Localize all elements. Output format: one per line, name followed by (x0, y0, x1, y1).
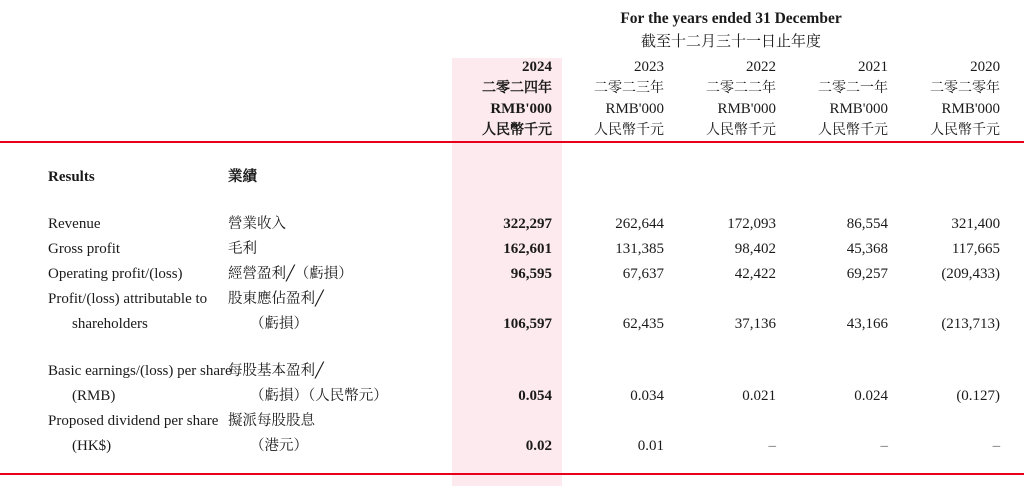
row-value-2020: (0.127) (956, 388, 1001, 404)
row-label-cn: 擬派每股股息 (228, 413, 315, 429)
row-value-2024: 322,297 (503, 216, 552, 232)
row-value-2021: 43,166 (846, 316, 888, 332)
column-header-2021-currency: RMB'000 (829, 101, 888, 117)
column-header-2021 (786, 57, 898, 141)
table-row (0, 262, 1024, 287)
section-header-row (0, 165, 1024, 190)
row-value-2020: – (992, 438, 1001, 454)
row-value-2023: 262,644 (615, 216, 664, 232)
row-value-2021: 86,554 (846, 216, 888, 232)
row-value-2021: 45,368 (846, 241, 888, 257)
row-label-cn: 每股基本盈利╱ (228, 363, 324, 379)
column-header-2024-year-cn: 二零二四年 (482, 80, 552, 96)
table-row (0, 287, 1024, 312)
table-row-continuation (0, 312, 1024, 337)
footer-rule-row (0, 473, 1024, 475)
row-label-en: Revenue (48, 216, 101, 232)
column-header-2023-currency-cn: 人民幣千元 (594, 122, 664, 138)
row-label-cn-line2: （港元） (250, 438, 308, 454)
row-label-en: Profit/(loss) attributable to (48, 291, 208, 307)
row-value-2021: 0.024 (854, 388, 888, 404)
row-label-en: Basic earnings/(loss) per share (48, 363, 232, 379)
row-value-2023: 67,637 (622, 266, 664, 282)
row-label-cn: 營業收入 (228, 216, 286, 232)
row-value-2022: 37,136 (734, 316, 776, 332)
row-label-cn: 股東應佔盈利╱ (228, 291, 324, 307)
row-value-2024: 0.054 (518, 388, 552, 404)
column-header-2021-year-cn: 二零二一年 (818, 80, 888, 96)
row-value-2020: 117,665 (951, 241, 1001, 257)
section-label-en: Results (48, 169, 95, 185)
column-header-2024 (452, 57, 562, 141)
column-header-2020-year-cn: 二零二零年 (930, 80, 1001, 96)
row-value-2022: 98,402 (734, 241, 776, 257)
row-label-en-line2: shareholders (72, 316, 148, 332)
spacer (0, 190, 1024, 212)
row-value-2024: 96,595 (510, 266, 552, 282)
column-header-2020-year: 2020 (970, 59, 1001, 75)
period-heading-cn: 截至十二月三十一日止年度 (641, 32, 822, 50)
row-label-cn: 毛利 (228, 241, 257, 257)
row-label-en: Gross profit (48, 241, 121, 257)
row-value-2021: 69,257 (846, 266, 888, 282)
spacer (0, 337, 1024, 359)
row-value-2022: 42,422 (734, 266, 776, 282)
column-header-2020 (898, 57, 1010, 141)
column-header-2020-currency: RMB'000 (941, 101, 1001, 117)
footer-rule (0, 473, 1024, 475)
row-value-2023: 62,435 (622, 316, 664, 332)
column-header-2022 (674, 57, 786, 141)
column-header-2023-currency: RMB'000 (605, 101, 664, 117)
row-label-en-line2: (RMB) (72, 388, 116, 404)
table-row-continuation (0, 384, 1024, 409)
row-label-en: Proposed dividend per share (48, 413, 219, 429)
column-header-2023-year-cn: 二零二三年 (594, 80, 664, 96)
row-value-2024: 162,601 (503, 241, 552, 257)
period-heading-row (0, 0, 1024, 30)
table-row-continuation (0, 434, 1024, 459)
column-header-2020-currency-cn: 人民幣千元 (930, 122, 1001, 138)
column-header-2024-year: 2024 (522, 59, 552, 75)
row-value-2023: 0.01 (637, 438, 664, 454)
row-value-2024: 106,597 (503, 316, 552, 332)
column-header-2022-year: 2022 (746, 59, 776, 75)
column-header-2022-currency-cn: 人民幣千元 (706, 122, 776, 138)
row-value-2024: 0.02 (525, 438, 552, 454)
row-value-2020: 321,400 (951, 216, 1001, 232)
spacer (0, 459, 1024, 473)
column-header-2022-year-cn: 二零二二年 (706, 80, 776, 96)
row-label-en-line2: (HK$) (72, 438, 112, 454)
row-value-2023: 0.034 (630, 388, 664, 404)
row-value-2021: – (880, 438, 888, 454)
table-row (0, 212, 1024, 237)
table-row (0, 237, 1024, 262)
column-header-2021-year: 2021 (858, 59, 888, 75)
row-label-cn: 經營盈利╱（虧損） (228, 266, 353, 282)
row-value-2022: 172,093 (727, 216, 776, 232)
column-header-2022-currency: RMB'000 (717, 101, 776, 117)
column-header-2024-currency-cn: 人民幣千元 (482, 122, 552, 138)
row-label-cn-line2: （虧損） (250, 316, 308, 332)
section-label-cn: 業績 (228, 169, 257, 185)
row-value-2020: (213,713) (941, 316, 1001, 332)
row-label-en: Operating profit/(loss) (48, 266, 183, 282)
column-header-2024-currency: RMB'000 (490, 101, 552, 117)
table-row (0, 359, 1024, 384)
column-header-row (0, 57, 1024, 141)
row-value-2022: – (768, 438, 776, 454)
period-heading-en: For the years ended 31 December (620, 10, 842, 27)
spacer (0, 143, 1024, 165)
row-label-cn-line2: （虧損）（人民幣元） (250, 388, 388, 404)
row-value-2022: 0.021 (742, 388, 776, 404)
table-row (0, 409, 1024, 434)
row-value-2023: 131,385 (615, 241, 664, 257)
row-value-2020: (209,433) (941, 266, 1001, 282)
column-header-2023-year: 2023 (634, 59, 664, 75)
column-header-2021-currency-cn: 人民幣千元 (818, 122, 888, 138)
period-heading-row-cn (0, 30, 1024, 57)
column-header-2023 (562, 57, 674, 141)
